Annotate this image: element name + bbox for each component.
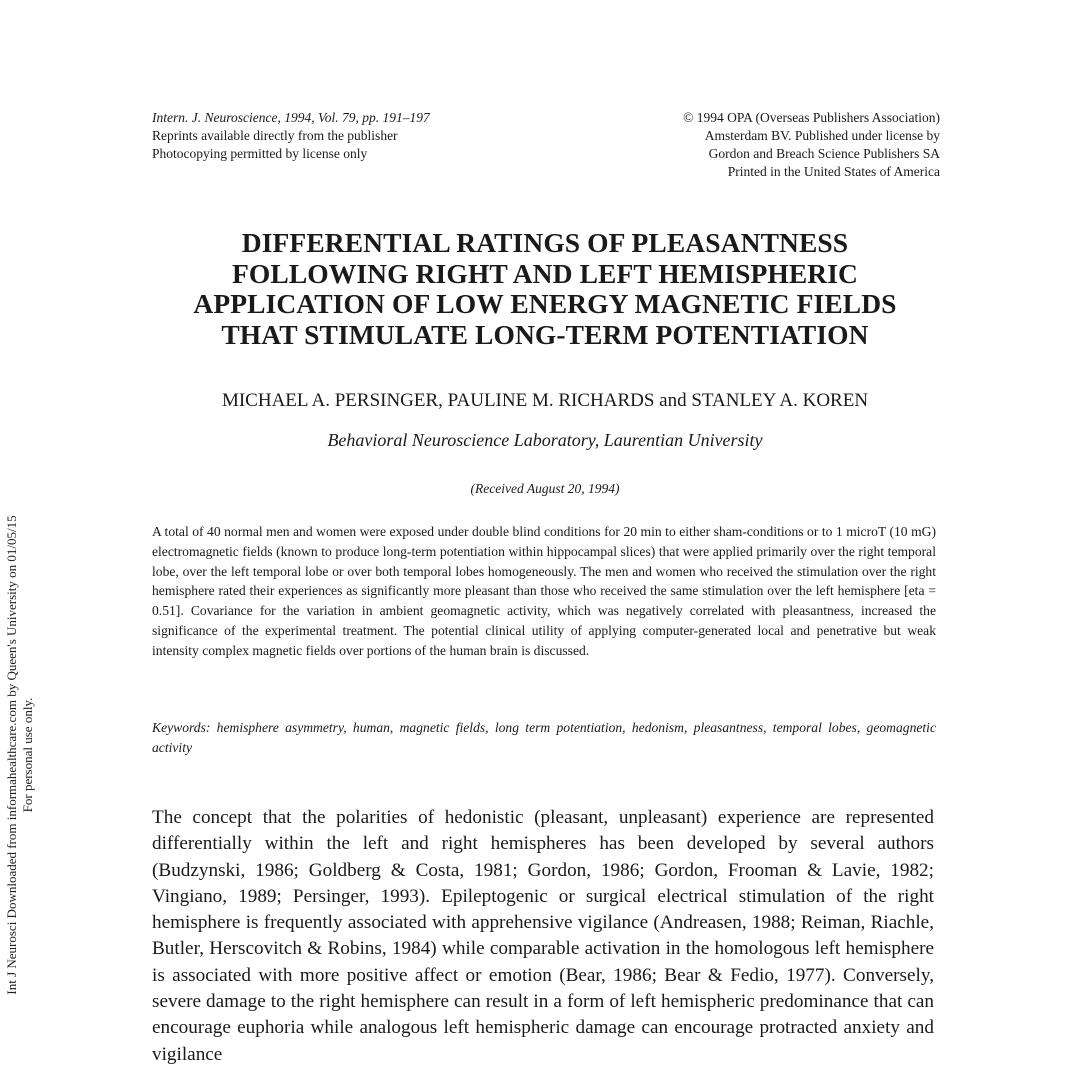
citation-line: Reprints available directly from the publisher [152, 128, 398, 143]
journal-citation [152, 109, 430, 163]
abstract: A total of 40 normal men and women were exposed under double blind conditions for 20 min to either sham-conditions or to 1 microT (10 mG) electromagnetic fields (known to produce long-term potentiation within hippocampal slices) that were applied primarily over the right temporal lobe, over the left temporal lobe or over both temporal lobes homogeneously. The men and women who received the stimulation over the right hemisphere rated their experiences as significantly more pleasant than those who received the same stimulation over the left hemisphere [eta = 0.51]. Covariance for the variation in ambient geomagnetic activity, which was negatively correlated with pleasantness, increased the significance of the experimental treatment. The potential clinical utility of applying computer-generated local and penetrative but weak intensity complex magnetic fields over portions of the human brain is discussed. [152, 524, 936, 658]
copyright-line: © 1994 OPA (Overseas Publishers Association) [683, 110, 940, 125]
title-line: APPLICATION OF LOW ENERGY MAGNETIC FIELDS [193, 288, 897, 319]
title-line: DIFFERENTIAL RATINGS OF PLEASANTNESS [241, 227, 849, 258]
title-line: THAT STIMULATE LONG-TERM POTENTIATION [221, 318, 869, 350]
title-line: FOLLOWING RIGHT AND LEFT HEMISPHERIC [231, 257, 859, 289]
copyright-line: Amsterdam BV. Published under license by [704, 128, 940, 143]
affiliation: Behavioral Neuroscience Laboratory, Laurentian University [327, 430, 763, 450]
download-notice: Int J Neurosci Downloaded from informahealthcare.com by Queen's University on 01/05/15 [4, 515, 19, 995]
copyright-notice [683, 109, 940, 181]
personal-use-notice: For personal use only. [20, 697, 35, 813]
received-date: (Received August 20, 1994) [470, 481, 620, 496]
keywords: Keywords: hemisphere asymmetry, human, magnetic fields, long term potentiation, hedonism, pleasantness, temporal lobes, geomagnetic activity [152, 720, 936, 755]
body-paragraph: The concept that the polarities of hedonistic (pleasant, unpleasant) experience are represented differentially within the left and right hemispheres has been developed by several authors (Budzynski, 1986; Goldberg & Costa, 1981; Gordon, 1986; Gordon, Frooman & Lavie, 1982; Vingiano, 1989; Persinger, 1993). Epileptogenic or surgical electrical stimulation of the right hemisphere is frequently associated with apprehensive vigilance (Andreasen, 1988; Reiman, Riachle, Butler, Herscovitch & Robins, 1984) while comparable activation in the homologous left hemisphere is associated with more positive affect or emotion (Bear, 1986; Bear & Fedio, 1977). Conversely, severe damage to the right hemisphere can result in a form of left hemispheric predominance that can encourage euphoria while analogous left hemispheric damage can encourage protracted anxiety and vigilance [152, 807, 934, 1065]
copyright-line: Gordon and Breach Science Publishers SA [708, 146, 940, 161]
download-watermark [4, 435, 36, 1075]
copyright-line: Printed in the United States of America [727, 164, 940, 179]
citation-line: Intern. J. Neuroscience, 1994, Vol. 79, pp. 191–197 [152, 110, 430, 125]
author-list: MICHAEL A. PERSINGER, PAULINE M. RICHARDS and STANLEY A. KOREN [221, 390, 869, 411]
paper-title [140, 228, 950, 350]
citation-line: Photocopying permitted by license only [152, 146, 368, 161]
